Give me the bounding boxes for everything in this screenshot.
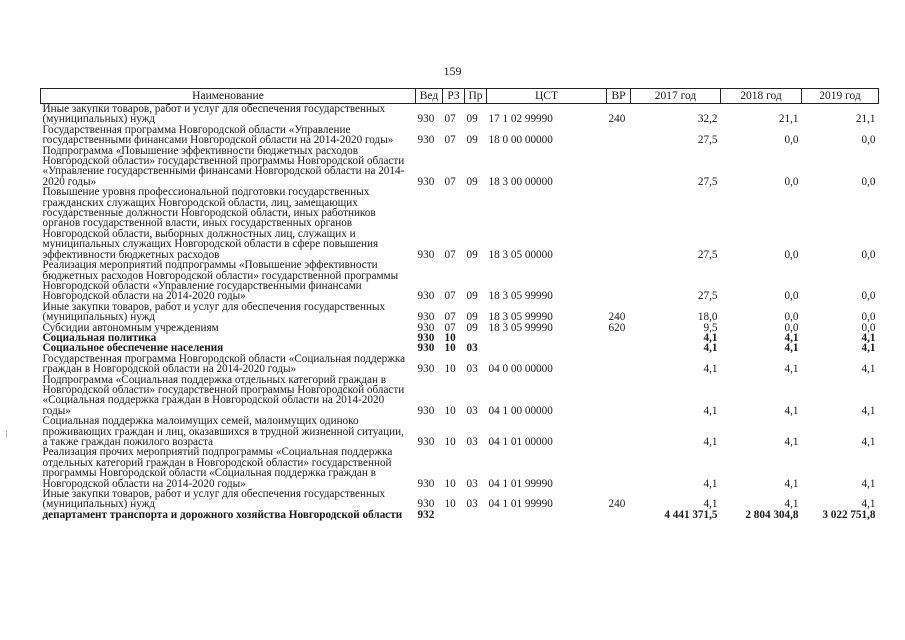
row-2017: 4,1 (703, 436, 718, 448)
row-pr: 09 (466, 134, 478, 147)
table-row (41, 416, 879, 447)
row-vr (607, 125, 631, 146)
row-pr (465, 510, 487, 520)
row-2019: 3 022 751,8 (822, 508, 876, 521)
row-2018: 4,1 (784, 342, 799, 355)
row-name: Реализация мероприятий подпрограммы «Повышение эффективности бюджетных расходов Новгородской области» государственной программы Новгородской области «Управление государственными финансами Новгородской области на 2014-2020 годы» (42, 259, 399, 303)
table-row (41, 323, 879, 333)
row-vr (607, 354, 631, 375)
row-name: Реализация прочих мероприятий подпрограммы «Социальная поддержка отдельных категорий граждан в Новгородской области» государственной программы Новгородской области «Социальная поддержка граждан в Новгородской области на 2014-2020 годы» (42, 446, 393, 490)
table-row (41, 187, 879, 260)
row-rz: 07 (444, 175, 456, 188)
row-pr: 03 (466, 363, 478, 376)
row-rz: 07 (444, 134, 456, 147)
row-2018: 0,0 (784, 248, 799, 261)
table-row (41, 260, 879, 302)
table-row (41, 354, 879, 375)
row-2017: 4 441 371,5 (664, 508, 718, 521)
row-rz: 10 (444, 477, 456, 490)
row-pr: 03 (466, 436, 478, 448)
table-header (41, 89, 879, 104)
row-2019: 0,0 (861, 290, 876, 303)
row-pr: 09 (466, 113, 478, 126)
row-2017: 27,5 (697, 290, 718, 303)
row-ved: 930 (417, 331, 435, 344)
row-cst: 04 1 01 99990 (488, 498, 553, 511)
header-name: Наименование (41, 89, 416, 104)
row-name: Подпрограмма «Повышение эффективности бюджетных расходов Новгородской области» государственной программы Новгородской области «Управление государственными финансами Новгородской области на 2014-2020 годы» (42, 144, 405, 188)
row-ved: 930 (417, 248, 435, 261)
row-ved: 930 (417, 404, 435, 417)
row-ved: 930 (417, 321, 435, 334)
header-pr: Пр (465, 89, 487, 104)
row-rz: 10 (444, 404, 456, 417)
row-2019: 0,0 (861, 134, 876, 147)
row-2019: 4,1 (861, 363, 876, 376)
row-2019: 4,1 (861, 498, 876, 511)
row-2017: 27,5 (697, 248, 718, 261)
row-2017: 32,2 (697, 113, 718, 126)
row-vr (607, 187, 631, 260)
row-cst (487, 343, 607, 353)
row-vr: 240 (608, 498, 626, 511)
row-cst: 18 0 00 00000 (488, 134, 553, 147)
row-ved: 930 (417, 290, 435, 303)
row-cst: 17 1 02 99990 (488, 113, 553, 126)
row-2018: 4,1 (784, 404, 799, 417)
row-2017: 4,1 (703, 331, 718, 344)
row-name: Подпрограмма «Социальная поддержка отдельных категорий граждан в Новгородской области» государственной программы Новгородской области «Социальная поддержка граждан в Новгородской области на 2014-2020 годы» (42, 373, 405, 417)
header-rz: РЗ (443, 89, 465, 104)
row-rz: 10 (444, 363, 456, 376)
row-vr (607, 146, 631, 188)
row-pr: 03 (466, 477, 478, 490)
row-rz: 07 (444, 290, 456, 303)
row-rz: 10 (444, 436, 456, 448)
table-row (41, 510, 879, 520)
row-rz: 07 (444, 311, 456, 324)
header-2017: 2017 год (631, 89, 721, 104)
row-pr: 09 (466, 311, 478, 324)
row-ved: 930 (417, 311, 435, 324)
row-2019: 0,0 (861, 321, 876, 334)
row-pr: 09 (466, 248, 478, 261)
row-2019: 4,1 (861, 342, 876, 355)
row-2017: 27,5 (697, 175, 718, 188)
row-name: Социальная политика (42, 331, 157, 344)
row-vr (607, 375, 631, 417)
table-row (41, 302, 879, 323)
row-name: Иные закупки товаров, работ и услуг для обеспечения государственных (муниципальных) нужд (42, 488, 386, 511)
row-2018: 4,1 (784, 498, 799, 511)
row-2018: 4,1 (784, 363, 799, 376)
row-vr: 620 (608, 321, 626, 334)
row-cst: 04 1 01 99990 (488, 477, 553, 490)
row-pr: 03 (466, 404, 478, 417)
row-2018: 4,1 (784, 331, 799, 344)
row-2017: 18,0 (697, 311, 718, 324)
header-vr: ВР (607, 89, 631, 104)
header-2018: 2018 год (721, 89, 802, 104)
row-rz: 07 (444, 113, 456, 126)
row-name: Иные закупки товаров, работ и услуг для обеспечения государственных (муниципальных) нужд (42, 103, 386, 126)
row-cst: 04 0 00 00000 (488, 363, 553, 376)
row-cst: 18 3 05 00000 (488, 248, 553, 261)
row-pr: 09 (466, 175, 478, 188)
row-pr: 03 (466, 342, 478, 355)
row-pr: 09 (466, 321, 478, 334)
row-2017: 4,1 (703, 477, 718, 490)
page-number: 159 (443, 64, 462, 78)
row-vr (607, 260, 631, 302)
row-ved: 930 (417, 134, 435, 147)
row-cst: 04 1 00 00000 (488, 404, 553, 417)
row-2018: 0,0 (784, 290, 799, 303)
row-2019: 0,0 (861, 248, 876, 261)
row-2019: 21,1 (855, 113, 876, 126)
row-name: департамент транспорта и дорожного хозяйства Новгородской области (42, 508, 403, 521)
row-name: Государственная программа Новгородской области «Социальная поддержка граждан в Новгородской области на 2014-2020 годы» (42, 352, 406, 376)
row-2019: 0,0 (861, 311, 876, 324)
row-cst: 18 3 05 99990 (488, 290, 553, 303)
row-cst: 04 1 01 00000 (488, 436, 553, 448)
row-rz: 10 (444, 342, 456, 355)
row-vr (607, 343, 631, 353)
row-2017: 4,1 (703, 498, 718, 511)
row-2019: 4,1 (861, 477, 876, 490)
table-row (41, 125, 879, 146)
table-row (41, 447, 879, 489)
table-body (41, 104, 879, 521)
table-row (41, 104, 879, 125)
row-ved: 932 (417, 508, 435, 521)
row-ved: 930 (417, 477, 435, 490)
table-row (41, 489, 879, 510)
row-2018: 2 804 304,8 (745, 508, 799, 521)
row-cst: 18 3 00 00000 (488, 175, 553, 188)
header-2019: 2019 год (802, 89, 879, 104)
row-pr: 03 (466, 498, 478, 511)
row-ved: 930 (417, 342, 435, 355)
row-vr: 240 (608, 311, 626, 324)
row-name: Социальная поддержка малоимущих семей, малоимущих одиноко проживающих граждан и лиц, оказавшихся в трудной жизненной ситуации, а также граждан пожилого возраста (42, 415, 404, 448)
row-ved: 930 (417, 498, 435, 511)
row-2019: 4,1 (861, 404, 876, 417)
row-ved: 930 (417, 363, 435, 376)
row-2018: 4,1 (784, 477, 799, 490)
header-cst: ЦСТ (487, 89, 607, 104)
row-pr: 09 (466, 290, 478, 303)
row-2017: 4,1 (703, 363, 718, 376)
row-2019: 4,1 (861, 436, 876, 448)
row-2018: 0,0 (784, 175, 799, 188)
row-cst: 18 3 05 99990 (488, 321, 553, 334)
row-2018: 4,1 (784, 436, 799, 448)
row-name: Субсидии автономным учреждениям (42, 321, 219, 334)
row-name: Социальное обеспечение населения (42, 342, 224, 355)
row-vr (607, 447, 631, 489)
row-rz: 10 (444, 331, 456, 344)
row-cst (487, 510, 607, 520)
row-rz: 10 (444, 498, 456, 511)
row-cst (487, 333, 607, 343)
row-ved: 930 (417, 436, 435, 448)
row-name: Государственная программа Новгородской области «Управление государственными финансами Новгородской области на 2014-2020 годы» (42, 123, 394, 147)
margin-mark (6, 430, 7, 438)
row-rz (443, 510, 465, 520)
row-2018: 0,0 (784, 321, 799, 334)
row-2017: 4,1 (703, 404, 718, 417)
row-2017: 9,5 (703, 321, 718, 334)
row-name: Иные закупки товаров, работ и услуг для обеспечения государственных (муниципальных) нужд (42, 300, 386, 324)
row-vr (607, 333, 631, 343)
header-ved: Вед (416, 89, 443, 104)
row-2018: 0,0 (784, 311, 799, 324)
budget-table (40, 88, 879, 520)
row-ved: 930 (417, 175, 435, 188)
row-2019: 0,0 (861, 175, 876, 188)
row-name: Повышение уровня профессиональной подготовки государственных гражданских служащих Новгородской области, лиц, замещающих государственные должности Новгородской области, иных работников органов государственной власти, иных государственных органов Новгородской области, выборных должностных лиц, служащих и муниципальных служащих Новгородской области в сфере повышения эффективности бюджетных расходов (42, 186, 379, 261)
row-rz: 07 (444, 321, 456, 334)
row-2017: 27,5 (697, 134, 718, 147)
row-2019: 4,1 (861, 331, 876, 344)
row-ved: 930 (417, 113, 435, 126)
table-row (41, 146, 879, 188)
row-2018: 0,0 (784, 134, 799, 147)
row-2018: 21,1 (778, 113, 799, 126)
row-vr (607, 510, 631, 520)
row-vr (607, 416, 631, 447)
table-row (41, 375, 879, 417)
row-cst: 18 3 05 99990 (488, 311, 553, 324)
row-rz: 07 (444, 248, 456, 261)
row-vr: 240 (608, 113, 626, 126)
row-2017: 4,1 (703, 342, 718, 355)
